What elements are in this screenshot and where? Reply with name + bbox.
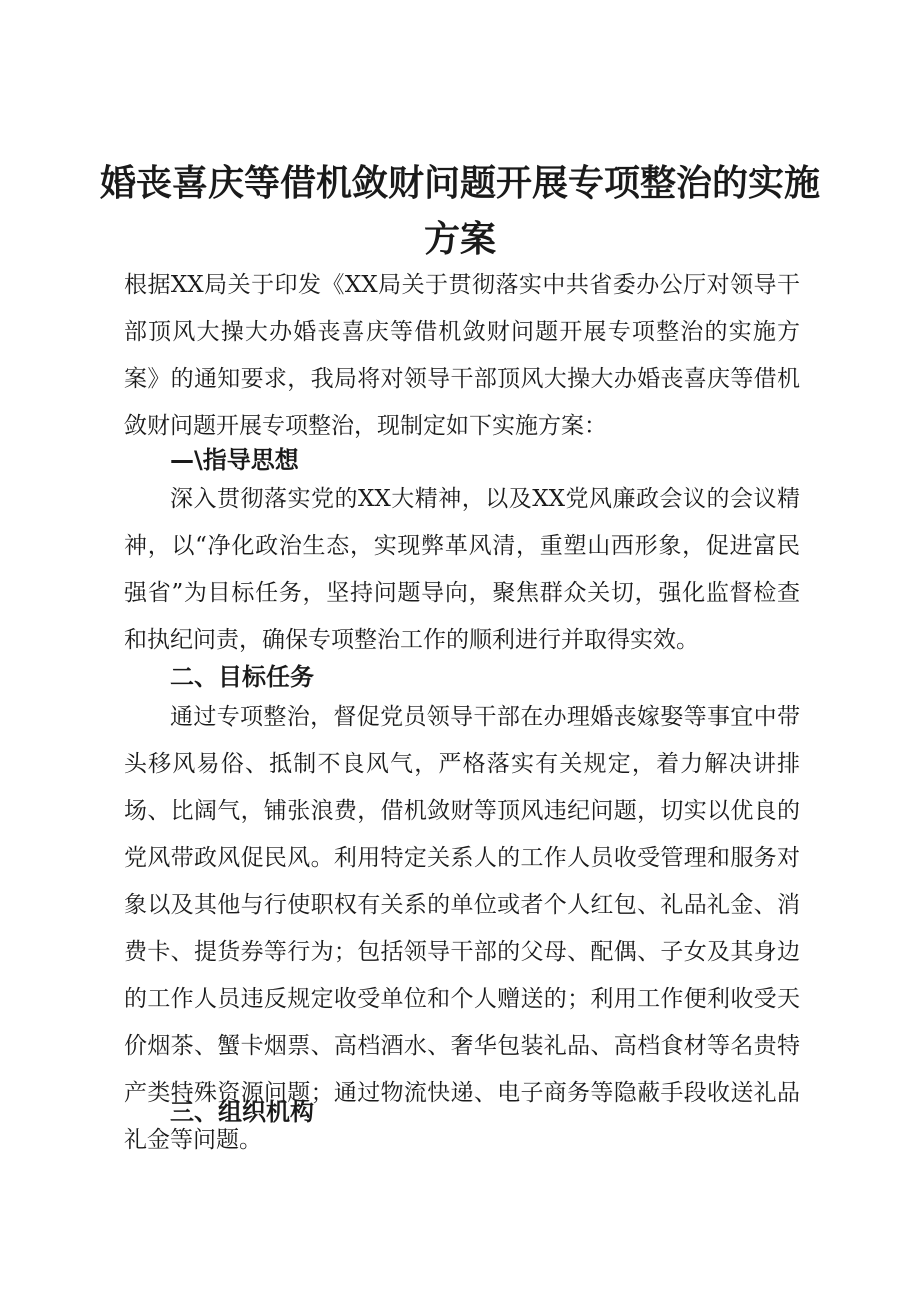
section-body-2: 通过专项整治，督促党员领导干部在办理婚丧嫁娶等事宜中带头移风易俗、抵制不良风气，严格落实有关规定，着力解决讲排场、比阔气，铺张浪费，借机敛财等顶风违纪问题，切实以优良的党风带政风促民风。利用特定关系人的工作人员收受管理和服务对象以及其他与行使职权有关系的单位或者个人红包、礼品礼金、消费卡、提货券等行为；包括领导干部的父母、配偶、子女及其身边的工作人员违反规定收受单位和个人赠送的；利用工作便利收受天价烟茶、蟹卡烟票、高档酒水、奢华包装礼品、高档食材等名贵特产类特殊资源问题；通过物流快递、电子商务等隐蔽手段收送礼品礼金等问题。 — [124, 704, 800, 1153]
section-heading-2: 二、目标任务 — [170, 663, 314, 691]
section-body-1: 深入贯彻落实党的XX大精神，以及XX党风廉政会议的会议精神，以“净化政治生态，实现弊革风清，重塑山西形象，促进富民强省”为目标任务，坚持问题导向，聚焦群众关切，强化监督检查和执纪问责，确保专项整治工作的顺利进行并取得实效。 — [124, 486, 800, 653]
section-heading-3: 三、组织机构 — [170, 1098, 314, 1126]
intro-paragraph: 根据XX局关于印发《XX局关于贯彻落实中共省委办公厅对领导干部顶风大操大办婚丧喜庆等借机敛财问题开展专项整治的实施方案》的通知要求，我局将对领导干部顶风大操大办婚丧喜庆等借机敛财问题开展专项整治，现制定如下实施方案： — [124, 272, 800, 439]
document-title-line2: 方案 — [423, 219, 496, 260]
section-heading-1: —\指导思想 — [170, 446, 299, 474]
document-title-line1: 婚丧喜庆等借机敛财问题开展专项整治的实施 — [99, 163, 820, 204]
